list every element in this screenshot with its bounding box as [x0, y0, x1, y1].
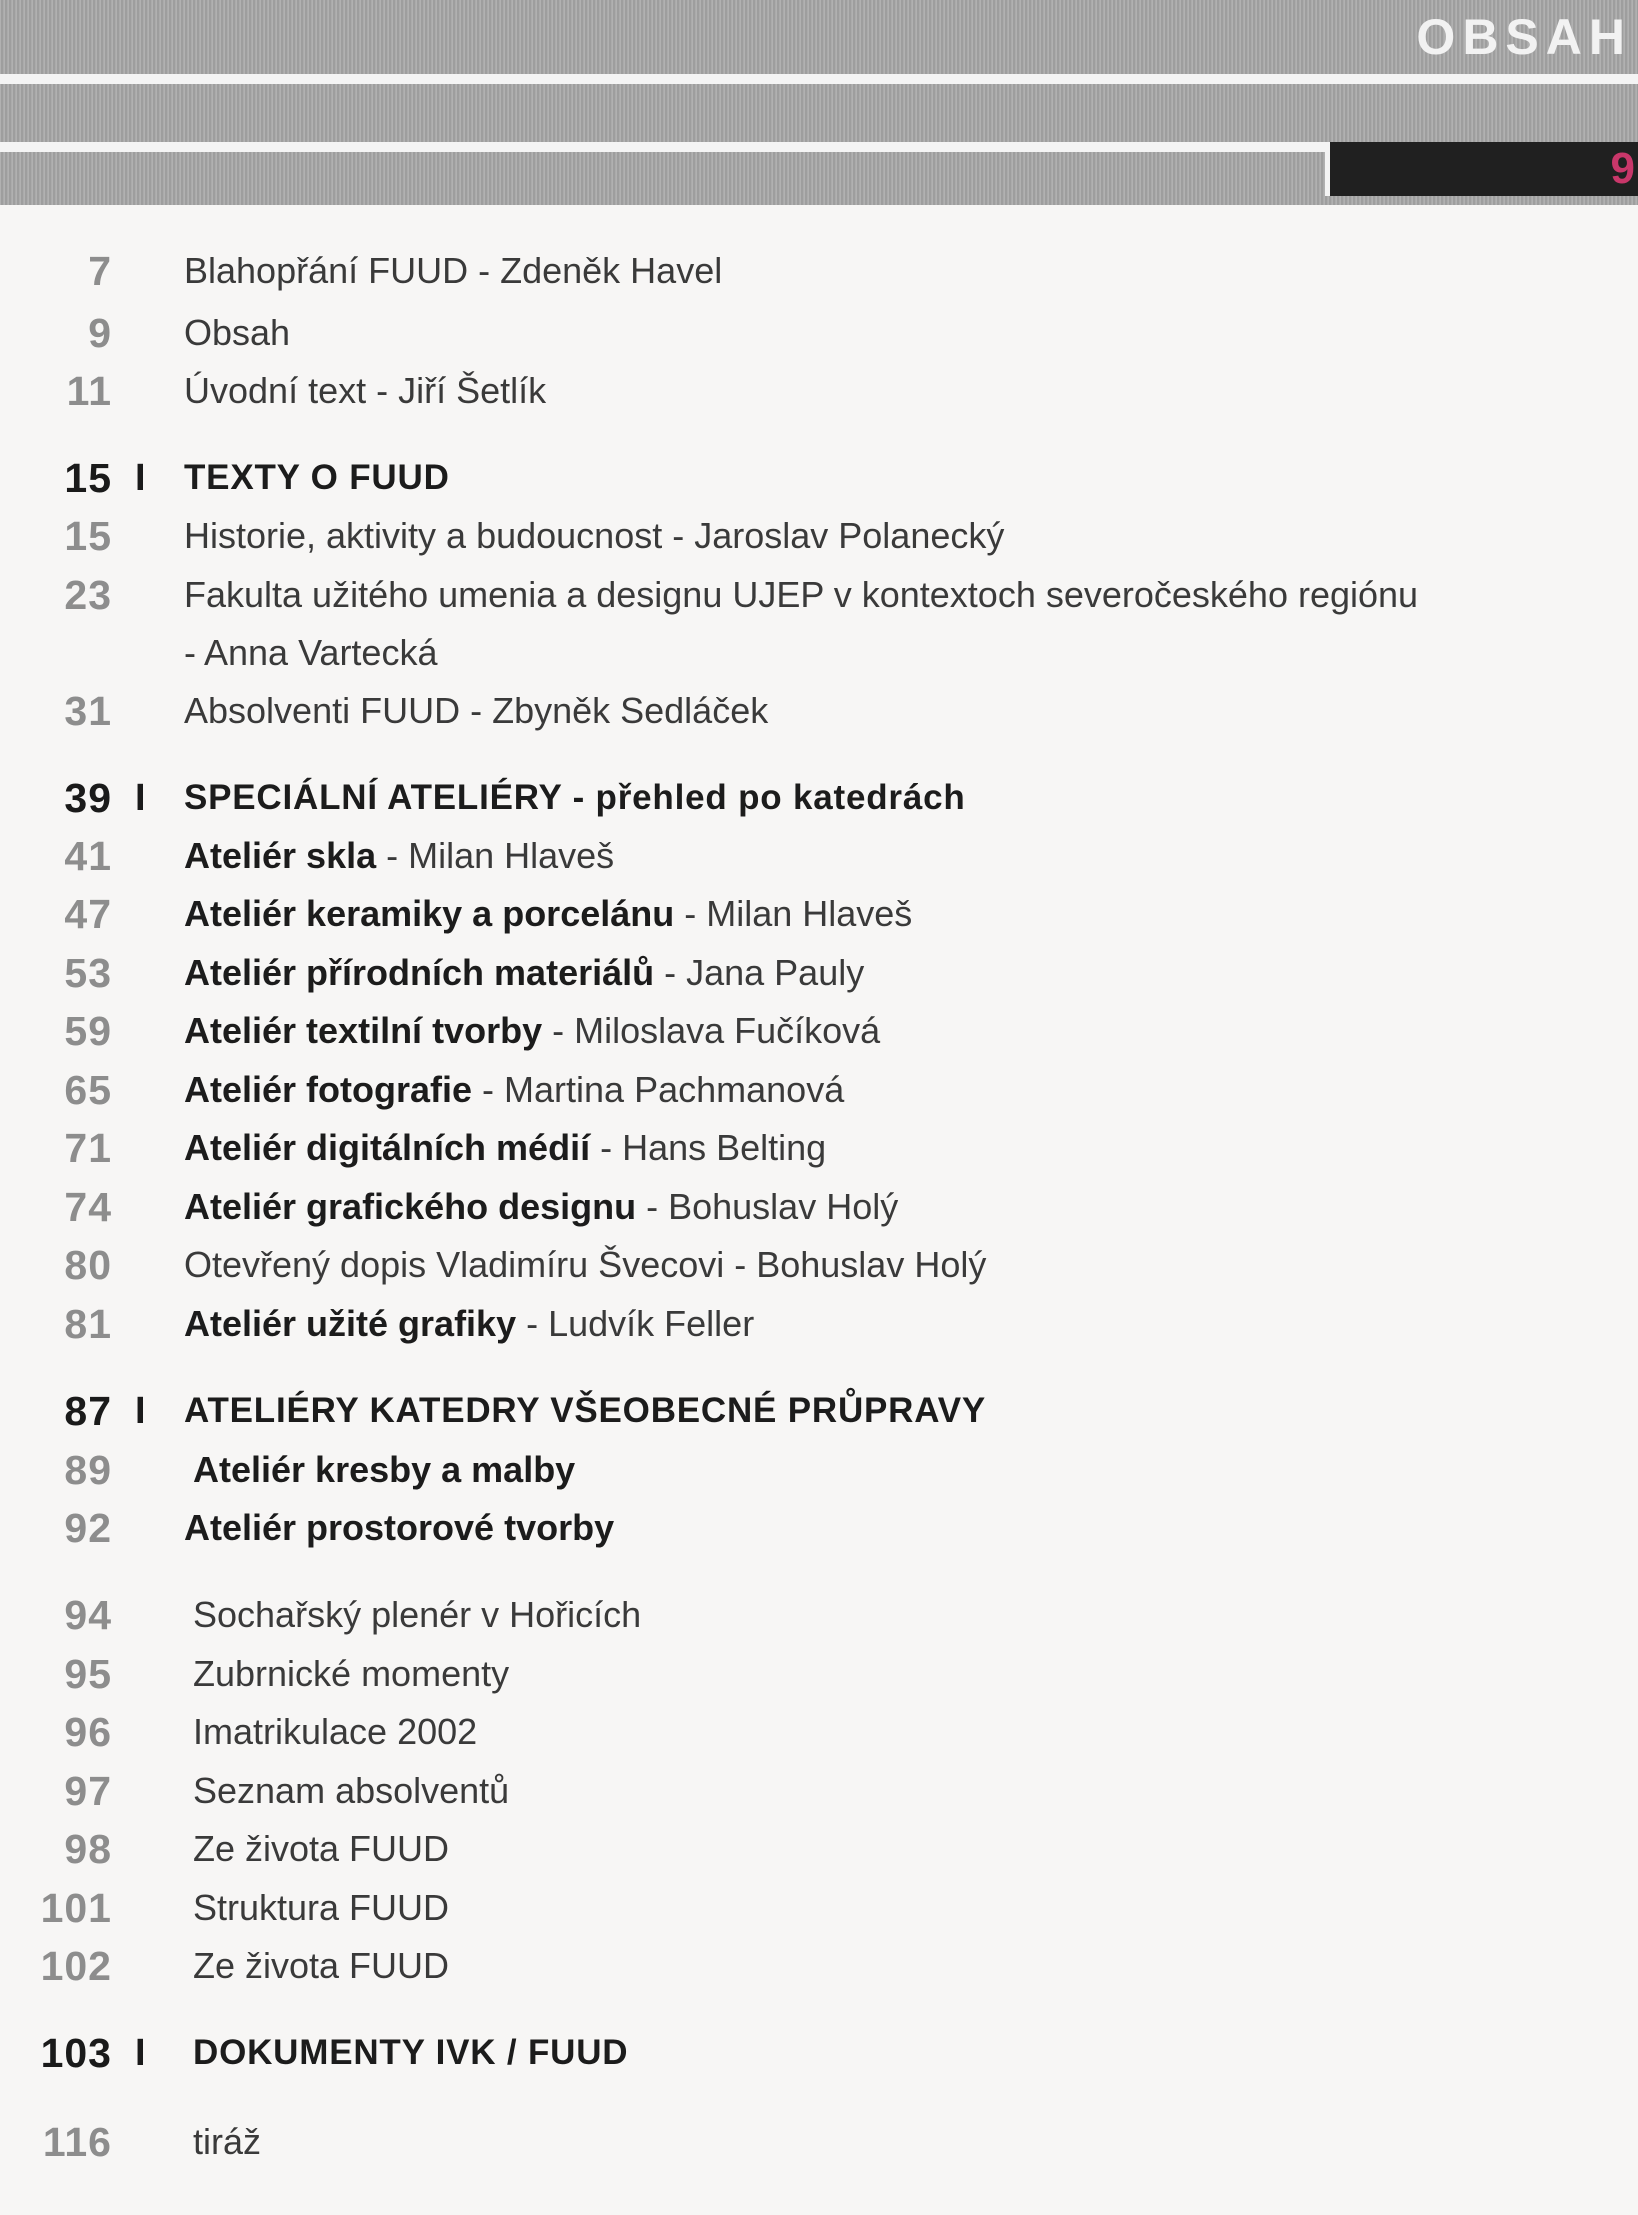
toc-entry-text	[184, 948, 864, 998]
toc-page-number: 81	[64, 1301, 112, 1347]
toc-page-number: 92	[64, 1505, 112, 1551]
toc-page-number: 53	[64, 950, 112, 996]
toc-entry-continuation: - Anna Vartecká	[184, 632, 438, 673]
toc-entry-text	[193, 1445, 575, 1495]
toc-entry-title: Ateliér fotografie	[184, 1069, 473, 1110]
toc-page-number: 87	[64, 1388, 112, 1434]
toc-page-number: 65	[64, 1067, 112, 1113]
toc-entry-text	[184, 1299, 754, 1349]
toc-page-number: 98	[64, 1826, 112, 1872]
toc-page-number: 103	[40, 2030, 112, 2076]
toc-entry-title: Ateliér digitálních médií	[184, 1127, 591, 1168]
toc-entry-author: - Martina Pachmanová	[472, 1069, 845, 1110]
toc-page-number: 9	[88, 310, 112, 356]
toc-page-number: 11	[66, 368, 112, 414]
toc-page-number: 41	[64, 833, 112, 879]
toc-entry-text: Historie, aktivity a budoucnost - Jaroslav Polanecký	[184, 515, 1005, 556]
toc-section-title: SPECIÁLNÍ ATELIÉRY - přehled po katedrách	[184, 778, 966, 817]
toc-page-number: 23	[64, 572, 112, 618]
toc-separator: I	[135, 2032, 146, 2074]
toc-entry-text	[184, 1065, 844, 1115]
toc-section-title: ATELIÉRY KATEDRY VŠEOBECNÉ PRŮPRAVY	[184, 1391, 987, 1430]
toc-entry-text	[184, 1503, 614, 1553]
toc-entry-text	[184, 1123, 826, 1173]
toc-separator: I	[135, 1390, 146, 1432]
toc-entry-author: - Milan Hlaveš	[674, 893, 913, 934]
toc-entry-title: Ateliér přírodních materiálů	[184, 952, 655, 993]
toc-entry-text	[184, 1182, 898, 1232]
toc-page-number: 95	[64, 1651, 112, 1697]
section-title: OBSAH	[1416, 9, 1632, 65]
toc-entry-text: tiráž	[193, 2121, 262, 2162]
page-number: 9	[1610, 144, 1635, 193]
toc-page-number: 15	[64, 455, 112, 501]
toc-page-number: 80	[64, 1242, 112, 1288]
toc-entry-title: Ateliér keramiky a porcelánu	[184, 893, 675, 934]
toc-page-number: 101	[40, 1885, 112, 1931]
toc-page-number: 96	[64, 1709, 112, 1755]
toc-section-title: TEXTY O FUUD	[184, 458, 450, 497]
toc-separator: I	[135, 457, 146, 499]
toc-page-number: 71	[64, 1125, 112, 1171]
toc-entry-text: Otevřený dopis Vladimíru Švecovi - Bohuslav Holý	[184, 1244, 987, 1285]
toc-section-title: DOKUMENTY IVK / FUUD	[193, 2033, 629, 2072]
toc-page-number: 7	[88, 248, 112, 294]
toc-entry-text	[184, 1006, 880, 1056]
toc-entry-text: Imatrikulace 2002	[193, 1711, 478, 1752]
toc-page-number: 31	[64, 688, 112, 734]
toc-page-number: 59	[64, 1008, 112, 1054]
toc-page-number: 89	[64, 1447, 112, 1493]
toc-entry-text: Blahopřání FUUD - Zdeněk Havel	[184, 250, 723, 291]
toc-entry-title: Ateliér užité grafiky	[184, 1303, 517, 1344]
toc-page-number: 102	[40, 1943, 112, 1989]
toc-entry-text: Sochařský plenér v Hořicích	[193, 1594, 642, 1635]
toc-page-number: 116	[42, 2119, 112, 2165]
toc-entry-text	[184, 889, 912, 939]
toc-page-number: 39	[64, 775, 112, 821]
toc-entry-text: Struktura FUUD	[193, 1887, 450, 1928]
toc-page-number: 74	[64, 1184, 112, 1230]
toc-entry-title: Ateliér textilní tvorby	[184, 1010, 543, 1051]
toc-entry-title: Ateliér prostorové tvorby	[184, 1507, 615, 1548]
toc-entry-author: - Milan Hlaveš	[376, 835, 615, 876]
toc-entry-title: Ateliér skla	[184, 835, 377, 876]
toc-entry-title: Ateliér grafického designu	[184, 1186, 637, 1227]
toc-entry-author: - Jana Pauly	[654, 952, 865, 993]
toc-entry-author: - Bohuslav Holý	[636, 1186, 899, 1227]
toc-entry-text: Ze života FUUD	[193, 1828, 450, 1869]
toc-page-number: 94	[64, 1592, 112, 1638]
toc-entry-text: Zubrnické momenty	[193, 1653, 510, 1694]
toc-entry-text: Absolventi FUUD - Zbyněk Sedláček	[184, 690, 769, 731]
toc-entry-text: Úvodní text - Jiří Šetlík	[184, 370, 547, 411]
toc-page-number: 47	[64, 891, 112, 937]
toc-entry-author: - Miloslava Fučíková	[542, 1010, 881, 1051]
toc-page-number: 97	[64, 1768, 112, 1814]
toc-entry-text: Obsah	[184, 312, 291, 353]
toc-entry-text: Seznam absolventů	[193, 1770, 510, 1811]
toc-separator: I	[135, 777, 146, 819]
toc-entry-title: Ateliér kresby a malby	[193, 1449, 576, 1490]
toc-page-number: 15	[64, 513, 112, 559]
toc-entry-author: - Ludvík Feller	[516, 1303, 755, 1344]
toc-entry-text: Fakulta užitého umenia a designu UJEP v kontextoch severočeského regiónu	[184, 574, 1419, 615]
toc-entry-text: Ze života FUUD	[193, 1945, 450, 1986]
toc-entry-text	[184, 831, 614, 881]
toc-entry-author: - Hans Belting	[590, 1127, 827, 1168]
